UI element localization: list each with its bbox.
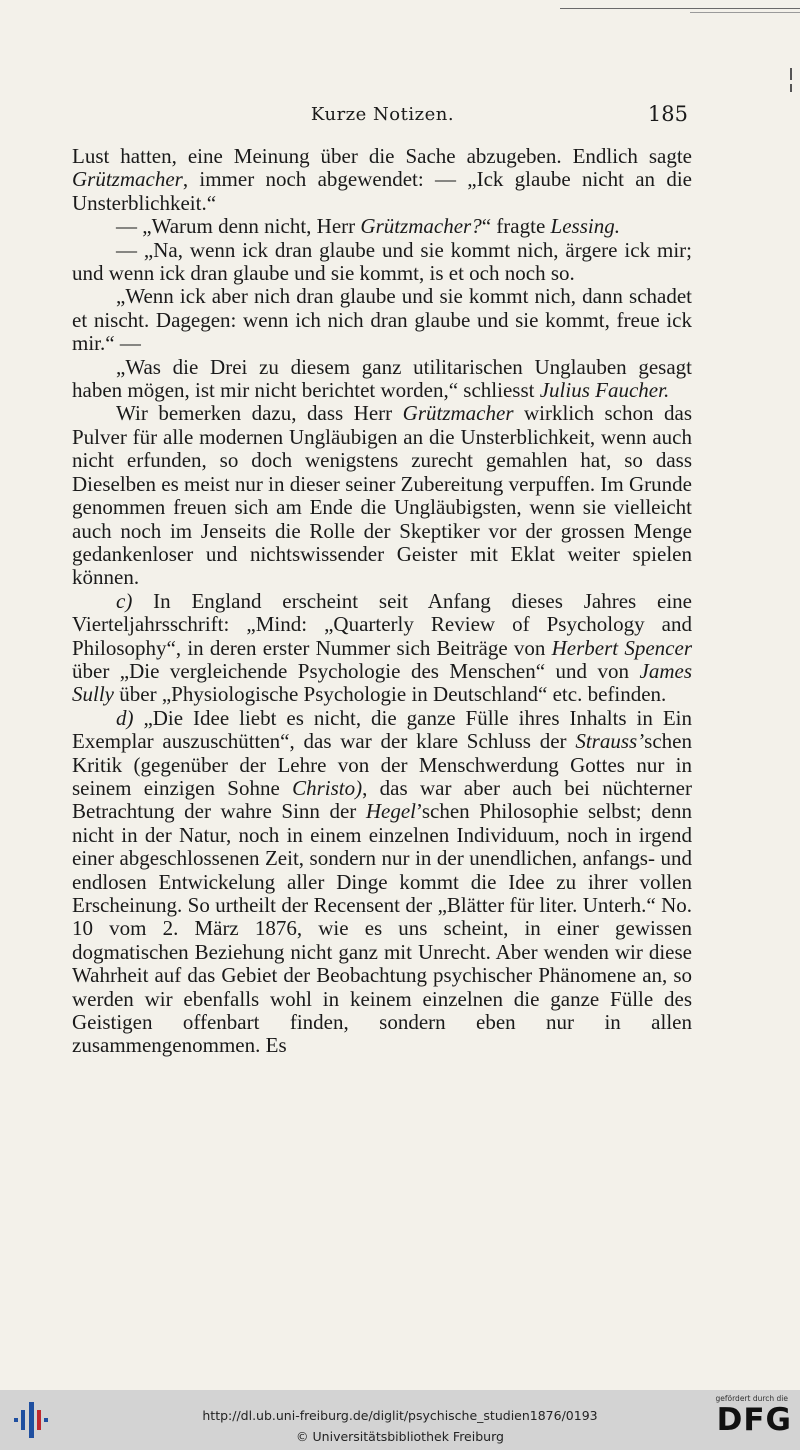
running-title: Kurze Notizen. (310, 104, 455, 125)
scan-edge-mark (790, 84, 792, 92)
footer-bar (0, 1390, 800, 1450)
italic-name: Christo) (292, 775, 363, 800)
page-number: 185 (647, 102, 688, 126)
italic-name: Herbert Spencer (551, 635, 692, 660)
paragraph: Lust hatten, eine Meinung über die Sache abzugeben. Endlich sagte Grützmacher, immer noch abgewendet: — „Ick glaube nicht an die Unsterblichkeit.“ (72, 144, 692, 215)
italic-name: James Sully (72, 658, 692, 707)
paragraph: „Wenn ick aber nich dran glaube und sie kommt nich, dann schadet et nischt. Dagegen: wenn ich nich dran glaube und sie kommt, freue ick mir.“ — (72, 284, 692, 356)
italic-name: Julius Faucher. (539, 378, 670, 403)
italic-name: Grützmacher (72, 167, 183, 192)
paragraph: — „Na, wenn ick dran glaube und sie kommt nich, ärgere ick mir; und wenn ick dran glaube und sie kommt, is et och noch so. (72, 237, 692, 286)
copyright-notice: © Universitätsbibliothek Freiburg (296, 1429, 504, 1444)
page-header (75, 100, 690, 132)
paragraph: „Was die Drei zu diesem ganz utilitarischen Unglauben gesagt haben mögen, ist mir nicht berichtet worden,“ schliesst Julius Faucher. (72, 354, 692, 403)
paragraph: d) „Die Idee liebt es nicht, die ganze Fülle ihres Inhalts in Ein Exemplar auszuschütten“, das war der klare Schluss der Strauss’schen Kritik (gegenüber der Lehre von der Menschwerdung Gottes nur in seinem einzigen Sohne Christo), das war aber auch bei nüchterner Betrachtung der wahre Sinn der Hegel’schen Philosophie selbst; denn nicht in der Natur, noch in einem einzelnen Individuum, noch in irgend einer abgeschlossenen Zeit, sondern nur in der unendlichen, anfangs- und endlosen Entwickelung aller Dinge kommt die Idee zu ihrer vollen Erscheinung. So urtheilt der Recensent der „Blätter für liter. Unterh.“ No. 10 vom 2. März 1876, wie es uns scheint, in einer gewissen dogmatischen Beziehung nicht ganz mit Unrecht. Aber wenden wir diese Wahrheit auf das Gebiet der Beobachtung psychischer Phänomene an, so werden wir ebenfalls wohl in keinem einzelnen die ganze Fülle des Geistigen offenbart finden, sondern eben nur in allen zusammengenommen. Es (72, 705, 692, 1058)
scan-edge-line (690, 12, 800, 13)
page-body (72, 145, 692, 1058)
italic-name: c) (116, 588, 133, 613)
dfg-logo (692, 1394, 792, 1446)
italic-name: Grützmacher? (360, 214, 482, 239)
paragraph: c) In England erscheint seit Anfang dieses Jahres eine Vierteljahrsschrift: „Mind: „Quarterly Review of Psychology and Philosophy“, in deren erster Nummer sich Beiträge von Herbert Spencer über „Die vergleichende Psychologie des Menschen“ und von James Sully über „Physiologische Psychologie in Deutschland“ etc. befinden. (72, 588, 692, 707)
paragraph: Wir bemerken dazu, dass Herr Grützmacher wirklich schon das Pulver für alle modernen Ungläubigen an die Unsterblichkeit, wenn auch nicht erfunden, so doch wenigstens zurecht gemahlen hat, so dass Dieselben es meist nur in dieser seiner Zubereitung verpuffen. Im Grunde genommen freuen sich am Ende die Ungläubigsten, wenn sie vielleicht auch noch im Jenseits die Rolle der Skeptiker vor der grossen Menge gedankenloser und nichtswissender Geister mit Eklat weiter spielen können. (72, 401, 692, 590)
permalink-url[interactable]: http://dl.ub.uni-freiburg.de/diglit/psychische_studien1876/0193 (202, 1408, 598, 1423)
italic-name: d) (116, 705, 134, 730)
scan-edge-line (560, 8, 800, 9)
italic-name: Lessing. (550, 214, 620, 239)
dfg-tagline: gefördert durch die (715, 1394, 788, 1403)
scan-edge-mark (790, 68, 792, 80)
italic-name: Strauss’ (575, 729, 645, 754)
italic-name: Grützmacher (402, 401, 514, 426)
italic-name: Hegel (365, 799, 417, 824)
paragraph: — „Warum denn nicht, Herr Grützmacher?“ fragte Lessing. (116, 214, 620, 239)
dfg-logo-icon: DFG (716, 1402, 792, 1438)
